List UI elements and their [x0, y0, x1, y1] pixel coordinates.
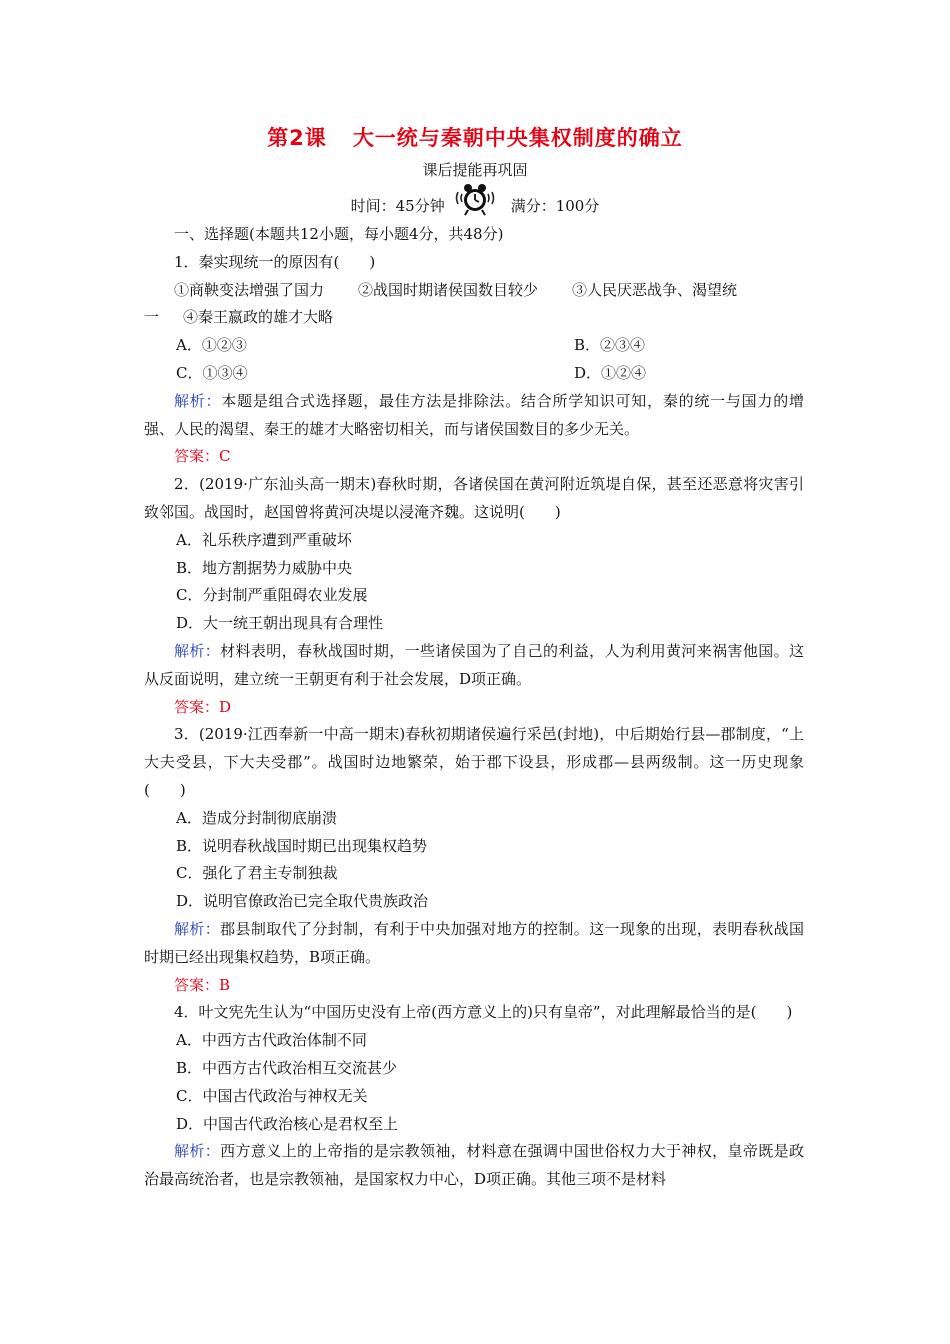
q4-option-d: D．中国古代政治核心是君权至上	[176, 1114, 399, 1133]
q3-option-a: A．造成分封制彻底崩溃	[176, 808, 337, 827]
q4-option-b: B．中西方古代政治相互交流甚少	[176, 1058, 398, 1077]
q3-option-c: C．强化了君主专制独裁	[176, 864, 338, 883]
q1-stem: 1．秦实现统一的原因有( )	[174, 252, 376, 271]
q3-option-d: D．说明官僚政治已完全取代贵族政治	[176, 892, 429, 911]
q1-option-c: C．①③④	[176, 363, 248, 382]
q3-option-b: B．说明春秋战国时期已出现集权趋势	[176, 836, 428, 855]
q3-analysis-text: 郡县制取代了分封制，有利于中央加强对地方的控制。这一现象的出现，表明春秋战国时期已经出现集权趋势，B项正确。	[144, 919, 804, 966]
q4-stem: 4．叶文宪先生认为“中国历史没有上帝(西方意义上的)只有皇帝”，对此理解最恰当的是( )	[174, 1003, 793, 1022]
lesson-title	[0, 122, 950, 152]
q4-option-c: C．中国古代政治与神权无关	[176, 1086, 368, 1105]
analysis-label: 解析：	[174, 641, 221, 660]
q1-analysis-text: 本题是组合式选择题，最佳方法是排除法。结合所学知识可知，秦的统一与国力的增强、人民的渴望、秦王的雄才大略密切相关，而与诸侯国数目的多少无关。	[144, 391, 804, 438]
q4-analysis	[144, 1138, 804, 1194]
q2-option-c: C．分封制严重阻碍农业发展	[176, 586, 368, 605]
q1-item-4: ④秦王嬴政的雄才大略	[183, 308, 334, 327]
time-limit: 时间：45分钟	[350, 197, 445, 215]
q1-item-2: ②战国时期诸侯国数目较少	[358, 280, 539, 299]
q2-stem: 2．(2019·广东汕头高一期末)春秋时期，各诸侯国在黄河附近筑堤自保，甚至还恶意将灾害引致邻国。战国时，赵国曾将黄河决堤以浸淹齐魏。这说明( )	[144, 475, 804, 521]
q1-option-b: B．②③④	[574, 336, 646, 355]
analysis-label: 解析：	[174, 1142, 221, 1161]
exercise-content	[144, 221, 804, 1194]
time-score-line	[0, 193, 950, 221]
q1-item-3: ③人民厌恶战争、渴望统	[572, 280, 738, 299]
lesson-number: 第2课	[267, 126, 327, 150]
analysis-label: 解析：	[174, 391, 222, 410]
q1-item-3-cont: 一	[144, 308, 160, 327]
section-heading: 一、选择题(本题共12小题，每小题4分，共48分)	[174, 225, 504, 243]
q3-analysis	[144, 916, 804, 972]
q4-option-a: A．中西方古代政治体制不同	[176, 1031, 367, 1050]
q1-option-d: D．①②④	[574, 363, 647, 382]
q3-stem: 3．(2019·江西奉新一中高一期末)春秋初期诸侯遍行采邑(封地)，中后期始行县—郡制度，“上大夫受县，下大夫受郡”。战国时边地繁荣，始于郡下设县，形成郡—县两级制。这一历史现象( )	[144, 725, 804, 799]
q2-option-b: B．地方割据势力威胁中央	[176, 558, 353, 577]
q1-item-1: ①商鞅变法增强了国力	[174, 280, 325, 299]
q1-items	[144, 277, 804, 305]
q2-option-a: A．礼乐秩序遭到严重破坏	[176, 530, 352, 549]
lesson-name: 大一统与秦朝中央集权制度的确立	[352, 126, 683, 150]
analysis-label: 解析：	[174, 919, 221, 938]
q1-analysis	[144, 388, 804, 444]
alarm-clock-icon	[453, 183, 497, 221]
q1-options-row-1	[144, 332, 804, 360]
q1-items-cont	[144, 304, 804, 332]
q2-analysis	[144, 638, 804, 694]
q4-analysis-text: 西方意义上的上帝指的是宗教领袖，材料意在强调中国世俗权力大于神权，皇帝既是政治最高统治者，也是宗教领袖，是国家权力中心，D项正确。其他三项不是材料	[144, 1142, 804, 1189]
full-score: 满分：100分	[510, 197, 600, 215]
q2-option-d: D．大一统王朝出现具有合理性	[176, 614, 384, 633]
q1-answer: 答案：C	[174, 447, 231, 466]
q1-option-a: A．①②③	[176, 336, 247, 355]
q1-options-row-2	[144, 360, 804, 388]
q3-answer: 答案：B	[174, 975, 231, 994]
subtitle: 课后提能再巩固	[422, 161, 528, 179]
q2-analysis-text: 材料表明，春秋战国时期，一些诸侯国为了自己的利益，人为利用黄河来祸害他国。这从反面说明，建立统一王朝更有利于社会发展，D项正确。	[144, 641, 804, 688]
q2-answer: 答案：D	[174, 697, 232, 716]
